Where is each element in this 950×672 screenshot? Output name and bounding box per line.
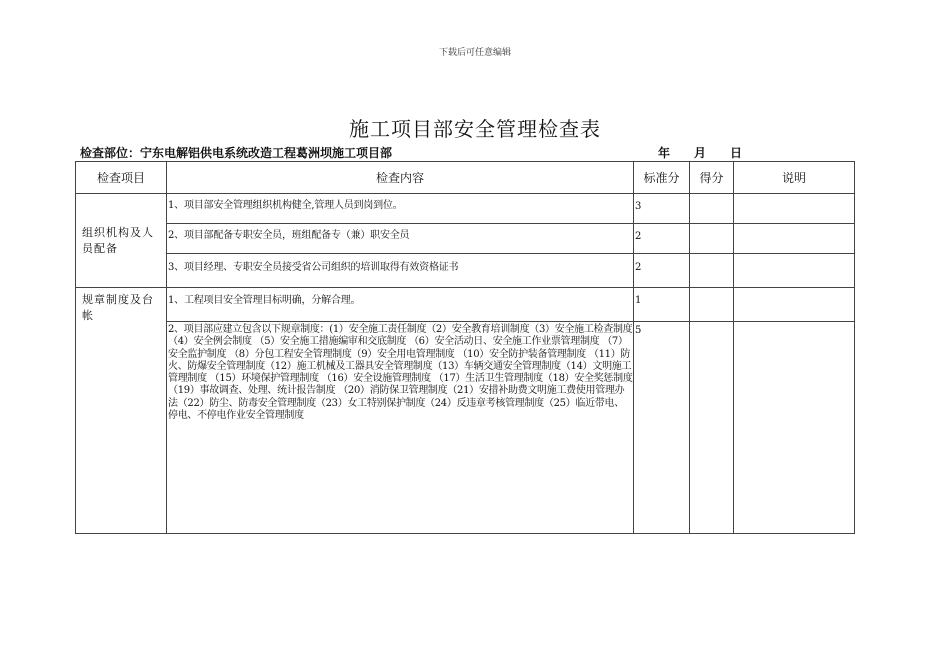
check-content: 2、项目部配备专职安全员，班组配备专（兼）职安全员 (167, 224, 634, 254)
column-header-content: 检查内容 (167, 162, 634, 194)
check-content: 1、项目部安全管理组织机构健全,管理人员到岗到位。 (167, 194, 634, 224)
note-cell[interactable] (734, 288, 855, 322)
table-row (76, 224, 855, 254)
table-row (76, 254, 855, 288)
safety-check-table (75, 161, 855, 534)
inspection-date (658, 144, 742, 161)
inspection-meta (80, 144, 860, 160)
download-note: 下载后可任意编辑 (438, 48, 511, 58)
table-row (76, 288, 855, 322)
table-row (76, 194, 855, 224)
score-cell[interactable] (690, 322, 734, 534)
standard-score: 2 (634, 224, 690, 254)
score-cell[interactable] (690, 224, 734, 254)
date-year-label: 年 (658, 146, 671, 160)
check-content: 1、工程项目安全管理目标明确，分解合理。 (167, 288, 634, 322)
column-header-item: 检查项目 (76, 162, 167, 194)
note-cell[interactable] (734, 254, 855, 288)
category-org: 组织机构及人员配备 (76, 194, 167, 288)
score-cell[interactable] (690, 194, 734, 224)
check-content: 2、项目部应建立包含以下规章制度：(1）安全施工责任制度（2）安全教育培训制度（3）安全施工检查制度 （4）安全例会制度 （5）安全施工措施编审和交底制度 （6）安全活动日、安全施工作业票管理制度 （7）安全监护制度 （8）分包工程安全管理制度（9）安全用电管理制度 （10）安全防护装备管理制度 （11）防火、防爆安全管理制度（12）施工机械及工器具安全管理制度（13）车辆交通安全管理制度（14）文明施工管理制度 （15）环境保护管理制度 （16）安全设施管理制度 （17）生活卫生管理制度（18）安全奖惩制度 （19）事故调查、处理、统计报告制度 （20）消防保卫管理制度（21）安措补助费文明施工费使用管理办法（22）防尘、防毒安全管理制度（23）女工特别保护制度（24）反违章考核管理制度（25）临近带电、停电、不停电作业安全管理制度 (167, 322, 634, 534)
date-day-label: 日 (730, 146, 743, 160)
table-header-row (76, 162, 855, 194)
inspection-department: 检查部位：宁东电解铝供电系统改造工程葛洲坝施工项目部 (80, 146, 393, 160)
document-title: 施工项目部安全管理检查表 (349, 117, 601, 141)
column-header-score: 得分 (690, 162, 734, 194)
standard-score: 2 (634, 254, 690, 288)
check-content: 3、项目经理、专职安全员接受省公司组织的培训取得有效资格证书 (167, 254, 634, 288)
table-row (76, 322, 855, 534)
category-rules: 规章制度及台帐 (76, 288, 167, 534)
column-header-note: 说明 (734, 162, 855, 194)
standard-score: 3 (634, 194, 690, 224)
note-cell[interactable] (734, 194, 855, 224)
column-header-standard: 标准分 (634, 162, 690, 194)
score-cell[interactable] (690, 288, 734, 322)
score-cell[interactable] (690, 254, 734, 288)
date-month-label: 月 (694, 146, 707, 160)
note-cell[interactable] (734, 322, 855, 534)
standard-score: 5 (634, 322, 690, 534)
standard-score: 1 (634, 288, 690, 322)
note-cell[interactable] (734, 224, 855, 254)
